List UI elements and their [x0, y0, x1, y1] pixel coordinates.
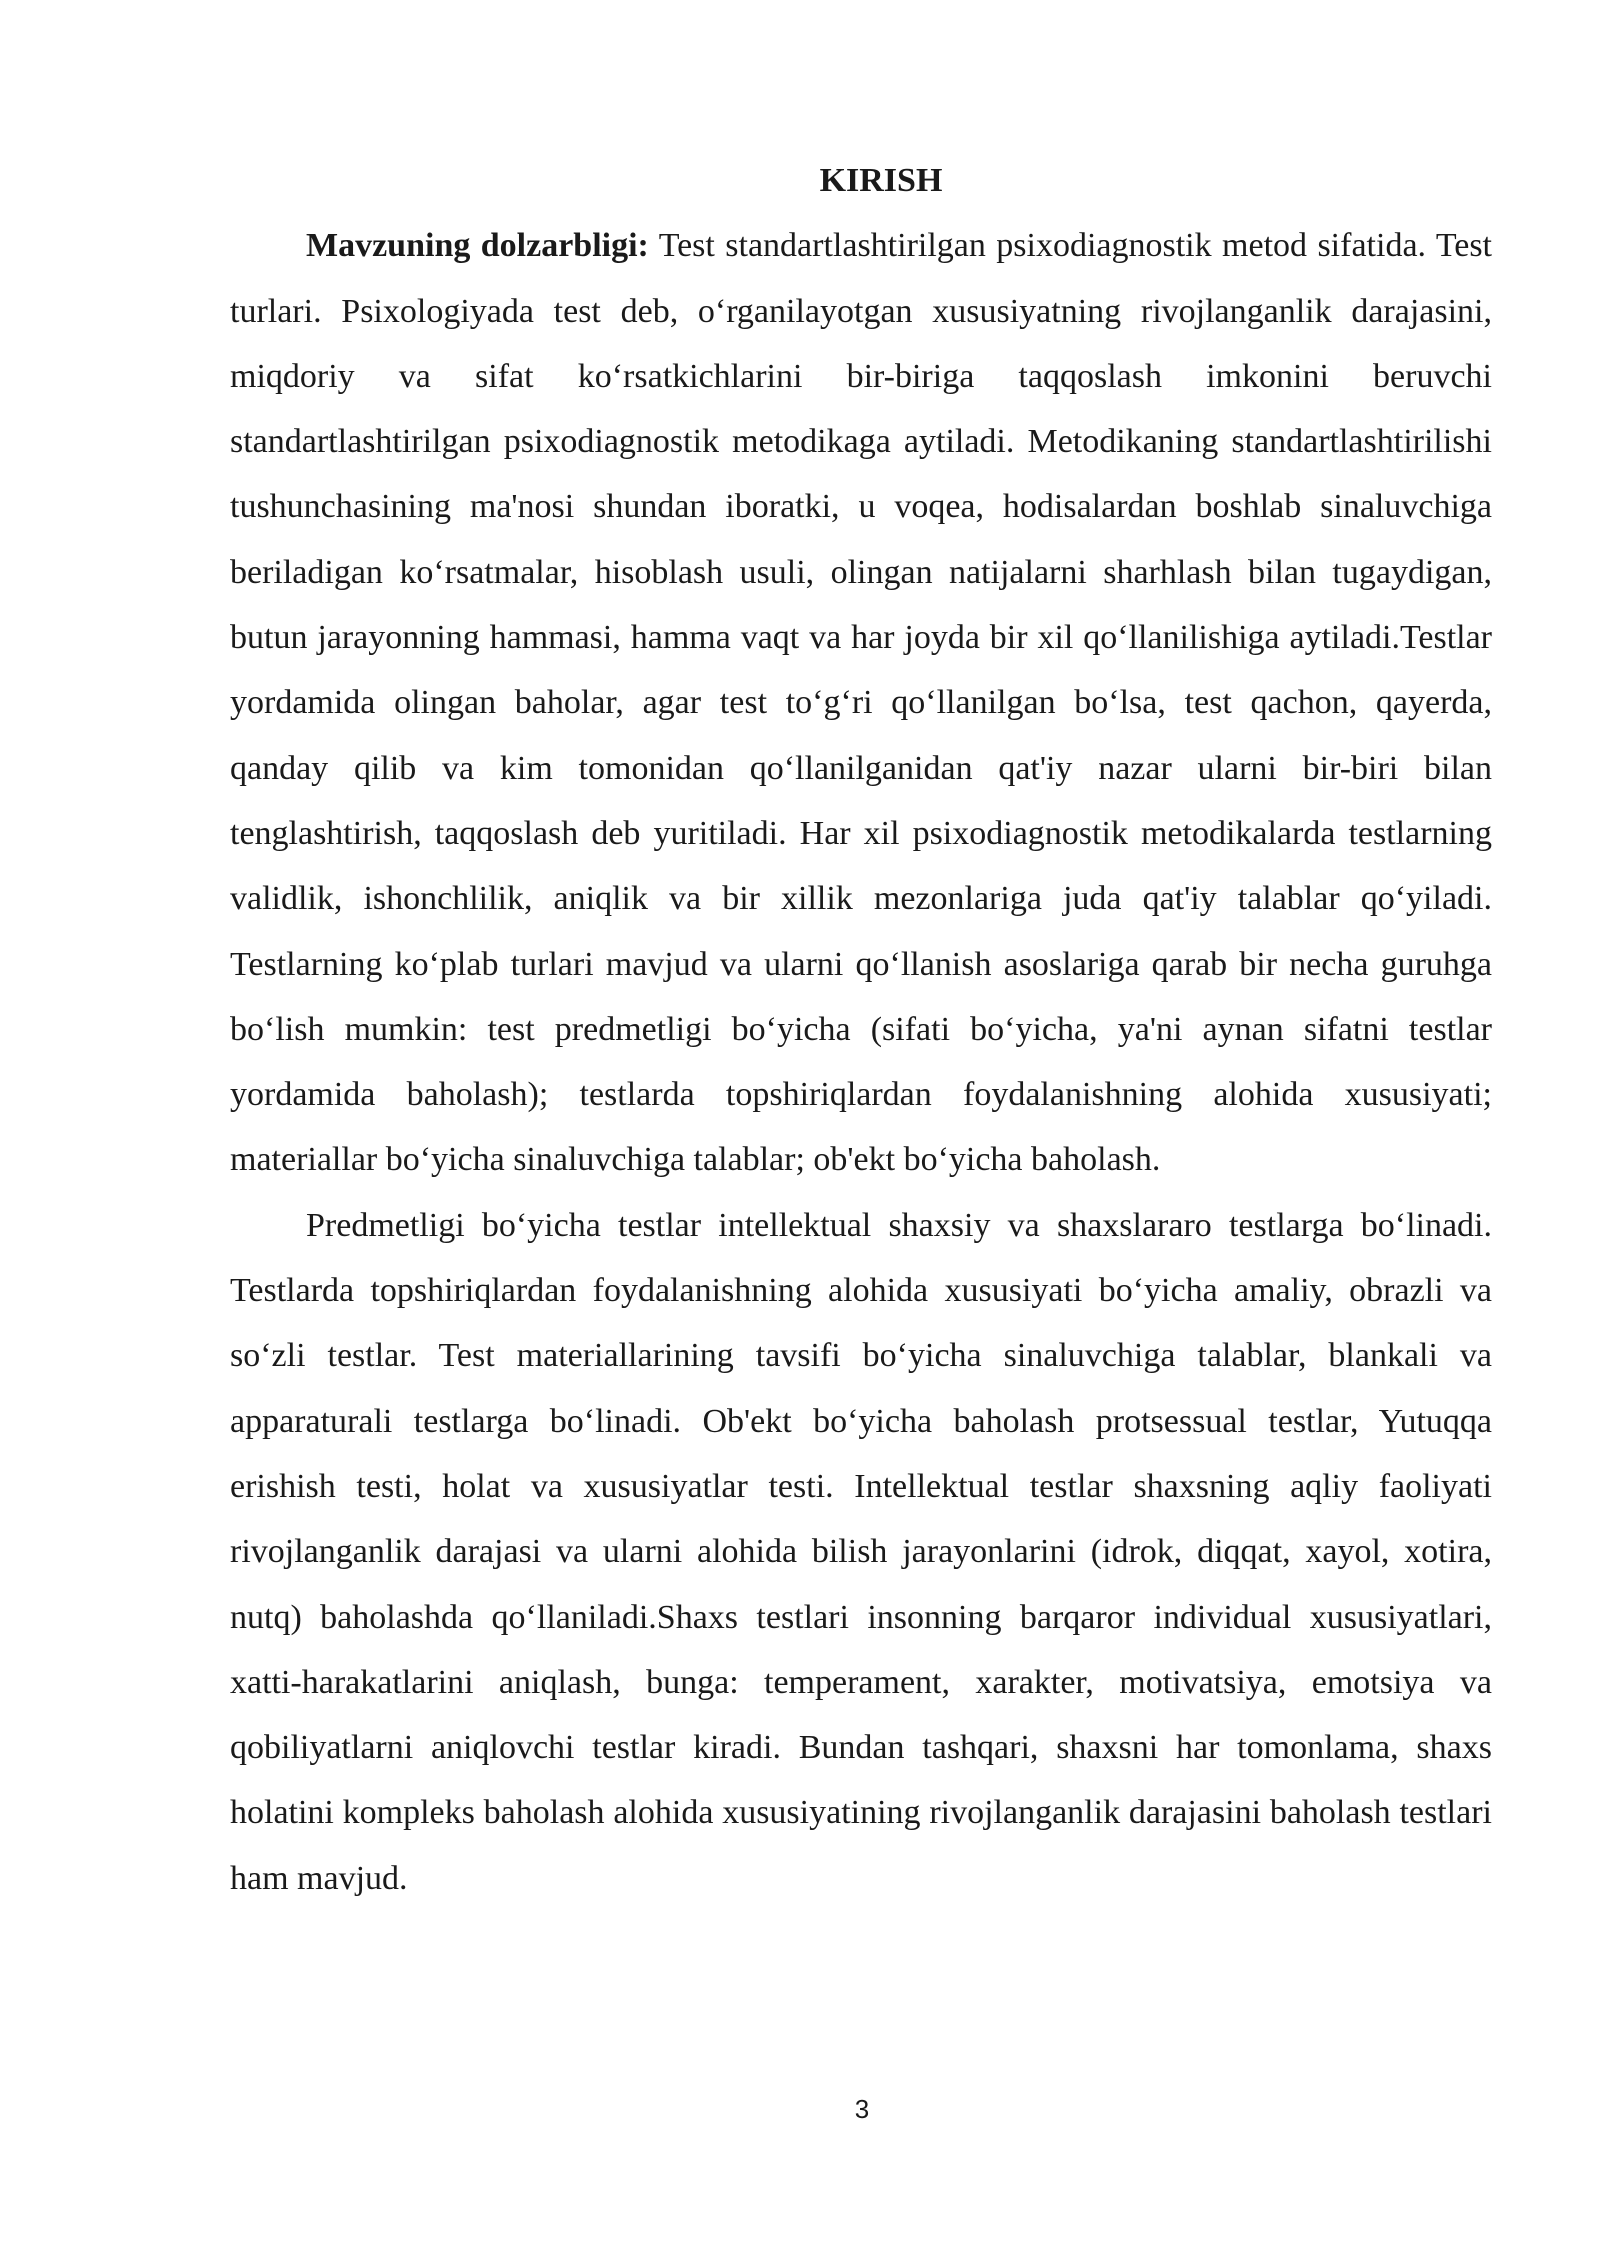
- document-body: [230, 148, 1492, 1911]
- paragraph-relevance: [230, 213, 1492, 1192]
- page-number: 3: [854, 2094, 870, 2124]
- paragraph-text: Test standartlashtirilgan psixodiagnostik metod sifatida. Test turlari. Psixologiyada test deb, o‘rganilayotgan xususiyatning rivojlanganlik darajasini, miqdoriy va sifat ko‘rsatkichlarini bir-biriga taqqoslash imkonini beruvchi standartlashtirilgan psixodiagnostik metodikaga aytiladi. Metodikaning standartlashtirilishi tushunchasining ma'nosi shundan iboratki, u voqea, hodisalardan boshlab sinaluvchiga beriladigan ko‘rsatmalar, hisoblash usuli, olingan natijalarni sharhlash bilan tugaydigan, butun jarayonning hammasi, hamma vaqt va har joyda bir xil qo‘llanilishiga aytiladi.Testlar yordamida olingan baholar, agar test to‘g‘ri qo‘llanilgan bo‘lsa, test qachon, qayerda, qanday qilib va kim tomonidan qo‘llanilganidan qat'iy nazar ularni bir-biri bilan tenglashtirish, taqqoslash deb yuritiladi. Har xil psixodiagnostik metodikalarda testlarning validlik, ishonchlilik, aniqlik va bir xillik mezonlariga juda qat'iy talablar qo‘yiladi. Testlarning ko‘plab turlari mavjud va ularni qo‘llanish asoslariga qarab bir necha guruhga bo‘lish mumkin: test predmetligi bo‘yicha (sifati bo‘yicha, ya'ni aynan sifatni testlar yordamida baholash); testlarda topshiriqlardan foydalanishning alohida xususiyati; materiallar bo‘yicha sinaluvchiga talablar; ob'ekt bo‘yicha baholash.: [230, 227, 1492, 1179]
- paragraph-lead: Mavzuning dolzarbligi:: [306, 227, 649, 265]
- paragraph-test-types: Predmetligi bo‘yicha testlar intellektual shaxsiy va shaxslararo testlarga bo‘linadi. Testlarda topshiriqlardan foydalanishning alohida xususiyati bo‘yicha amaliy, obrazli va so‘zli testlar. Test materiallarining tavsifi bo‘yicha sinaluvchiga talablar, blankali va apparaturali testlarga bo‘linadi. Ob'ekt bo‘yicha baholash protsessual testlar, Yutuqqa erishish testi, holat va xususiyatlar testi. Intellektual testlar shaxsning aqliy faoliyati rivojlanganlik darajasi va ularni alohida bilish jarayonlarini (idrok, diqqat, xayol, xotira, nutq) baholashda qo‘llaniladi.Shaxs testlari insonning barqaror individual xususiyatlari, xatti-harakatlarini aniqlash, bunga: temperament, xarakter, motivatsiya, emotsiya va qobiliyatlarni aniqlovchi testlar kiradi. Bundan tashqari, shaxsni har tomonlama, shaxs holatini kompleks baholash alohida xususiyatining rivojlanganlik darajasini baholash testlari ham mavjud.: [230, 1206, 1492, 1897]
- section-title: KIRISH: [819, 162, 943, 199]
